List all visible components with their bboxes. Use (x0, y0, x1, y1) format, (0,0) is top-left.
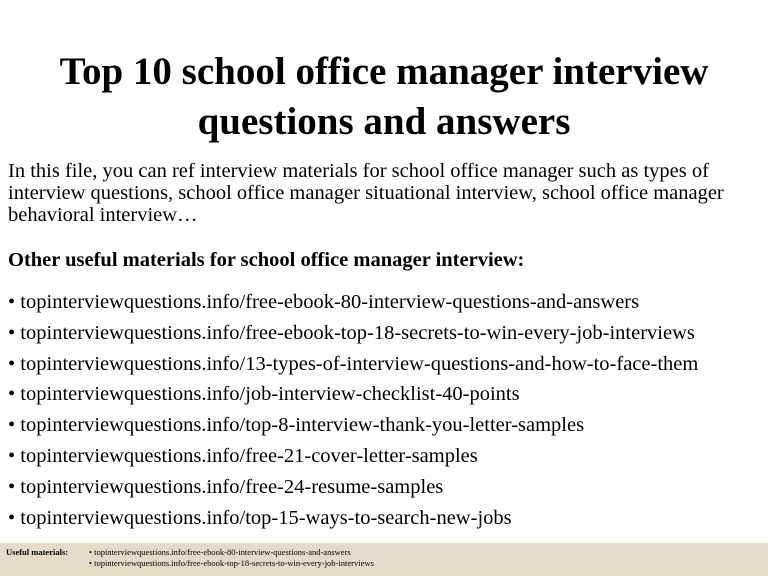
intro-paragraph: In this file, you can ref interview materials for school office manager such as types of interview questions, school office manager situational interview, school office manager behavioral interview… (8, 160, 724, 226)
page-title: Top 10 school office manager interview questions and answers (59, 50, 709, 143)
footer-link-2[interactable]: • topinterviewquestions.info/free-ebook-top-18-secrets-to-win-every-job-interviews (89, 558, 374, 568)
footer-label: Useful materials: (6, 547, 69, 557)
material-link-6[interactable]: • topinterviewquestions.info/free-21-cover-letter-samples (8, 444, 478, 467)
material-link-4[interactable]: • topinterviewquestions.info/job-interview-checklist-40-points (8, 383, 520, 406)
footer-link-list (89, 547, 374, 569)
material-link-8[interactable]: • topinterviewquestions.info/top-15-ways-to-search-new-jobs (8, 506, 512, 529)
materials-link-list (8, 289, 698, 535)
material-link-1[interactable]: • topinterviewquestions.info/free-ebook-80-interview-questions-and-answers (8, 291, 640, 313)
materials-heading: Other useful materials for school office manager interview: (8, 249, 525, 271)
material-link-2[interactable]: • topinterviewquestions.info/free-ebook-top-18-secrets-to-win-every-job-interviews (8, 321, 695, 344)
footer-link-1[interactable]: • topinterviewquestions.info/free-ebook-80-interview-questions-and-answers (89, 547, 351, 557)
footer-bar (0, 543, 768, 576)
material-link-7[interactable]: • topinterviewquestions.info/free-24-resume-samples (8, 475, 444, 498)
material-link-3[interactable]: • topinterviewquestions.info/13-types-of-interview-questions-and-how-to-face-them (8, 352, 699, 375)
material-link-5[interactable]: • topinterviewquestions.info/top-8-interview-thank-you-letter-samples (8, 414, 585, 437)
